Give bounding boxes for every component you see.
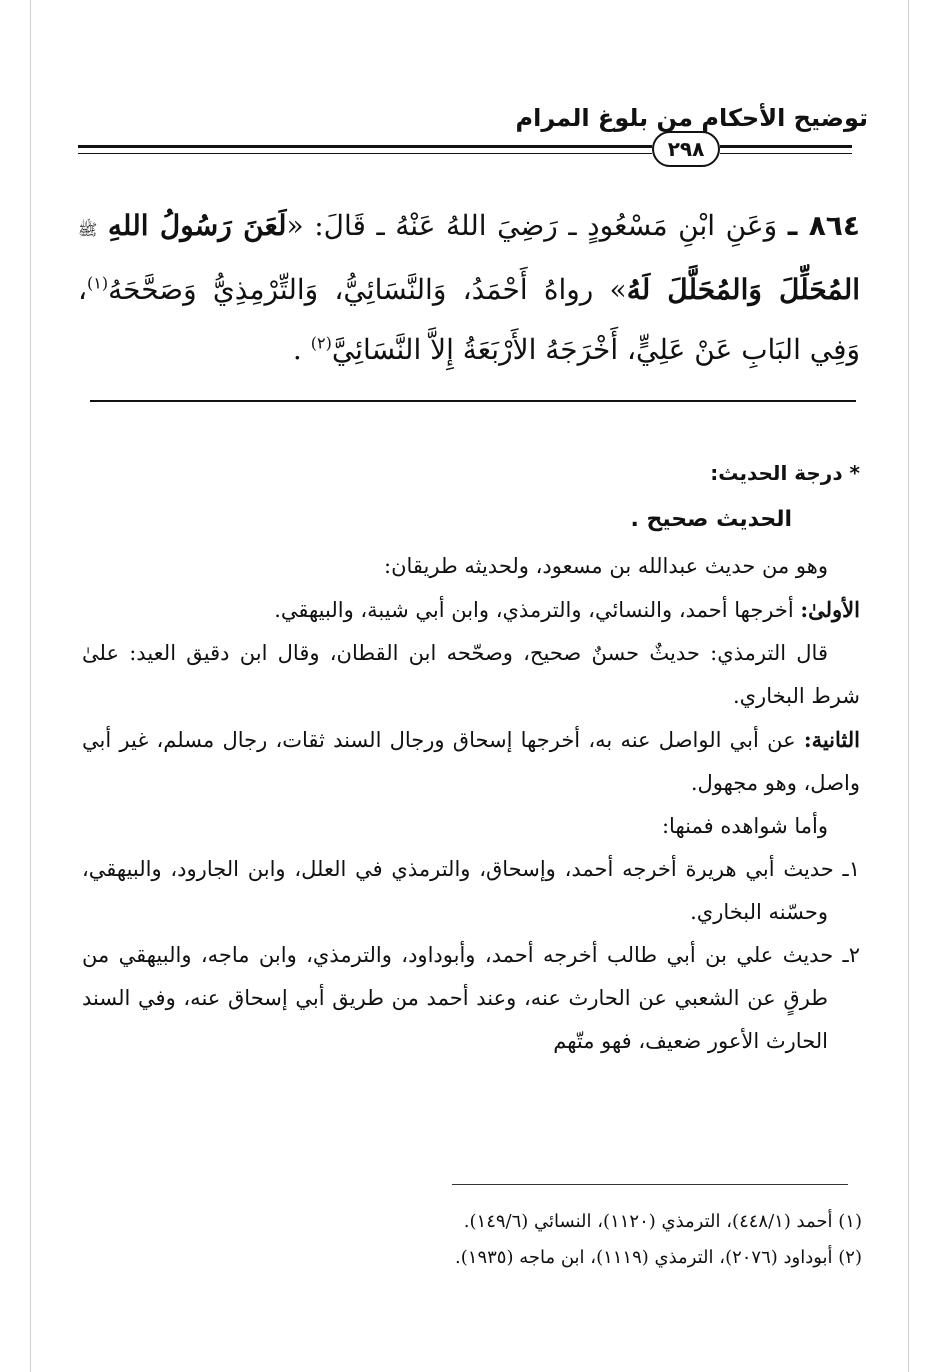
hadith-grade: الحديث صحيح . — [630, 507, 792, 532]
footnotes — [260, 1204, 862, 1276]
running-title: توضيح الأحكام من بلوغ المرام — [515, 104, 868, 132]
paths-intro: وهو من حديث عبدالله بن مسعود، ولحديثه طريقان: — [384, 554, 828, 578]
second-path-label: الثانية: — [803, 727, 860, 752]
hadith-end: . — [292, 333, 311, 366]
second-path — [82, 718, 860, 805]
first-path-label: الأولىٰ: — [800, 597, 860, 622]
commentary — [82, 452, 860, 1063]
page-number: ٢٩٨ — [652, 131, 720, 167]
footnote-1: (١) أحمد (٤٤٨/١)، الترمذي (١١٢٠)، النسائي (١٤٩/٦). — [463, 1211, 862, 1232]
tirmidhi-verdict: قال الترمذي: حديثٌ حسنٌ صحيح، وصحّحه ابن القطان، وقال ابن دقيق العيد: علىٰ شرط البخاري. — [82, 641, 860, 708]
hadith-text — [78, 196, 860, 380]
hadith-takhrij: » رواهُ أَحْمَدُ، وَالنَّسَائِيُّ، وَالتِّرْمِذِيُّ وَصَحَّحَهُ — [108, 273, 627, 306]
header-rule-right — [720, 145, 852, 154]
footnote-ref-1[interactable]: (١) — [87, 273, 109, 293]
section-divider — [90, 400, 856, 402]
section-heading: * درجة الحديث: — [710, 461, 860, 485]
page-edge-right — [908, 0, 909, 1372]
footnote-ref-2[interactable]: (٢) — [310, 333, 332, 353]
hadith-matn-start: لَعَنَ رَسُولُ اللهِ — [107, 209, 287, 242]
first-path-text: أخرجها أحمد، والنسائي، والترمذي، وابن أبي شيبة، والبيهقي. — [274, 598, 801, 622]
honorific-symbol: ﷺ — [78, 220, 98, 239]
footnote-2: (٢) أبوداود (٢٠٧٦)، الترمذي (١١١٩)، ابن ماجه (١٩٣٥). — [455, 1247, 862, 1268]
witness-item-2: ٢ـ حديث علي بن أبي طالب أخرجه أحمد، وأبوداود، والترمذي، وابن ماجه، والبيهقي من طرقٍ عن الشعبي عن الحارث عنه، وعند أحمد من طريق أبي إسحاق عنه، وفي السند الحارث الأعور ضعيف، فهو متّهم — [82, 943, 860, 1053]
page-edge-left — [30, 0, 31, 1372]
second-path-text: عن أبي الواصل عنه به، أخرجها إسحاق ورجال السند ثقات، رجال مسلم، غير أبي واصل، وهو مجهول. — [82, 728, 860, 795]
witnesses-intro: وأما شواهده فمنها: — [661, 814, 828, 838]
hadith-bab: ، وَفِي البَابِ عَنْ عَلِيٍّ، أَخْرَجَهُ الأَرْبَعَةُ إِلاَّ النَّسَائِيَّ — [78, 273, 860, 366]
witness-item-1: ١ـ حديث أبي هريرة أخرجه أحمد، وإسحاق، والترمذي في العلل، وابن الجارود، والبيهقي، وحسّنه البخاري. — [82, 857, 860, 924]
hadith-matn-end: المُحَلِّلَ وَالمُحَلَّلَ لَهُ — [626, 273, 860, 306]
header-rule-left — [78, 145, 652, 154]
footnote-rule — [452, 1184, 848, 1185]
first-path — [82, 588, 860, 632]
hadith-narration: وَعَنِ ابْنِ مَسْعُودٍ ـ رَضِيَ اللهُ عَنْهُ ـ قَالَ: « — [286, 209, 788, 242]
hadith-number: ٨٦٤ ـ — [787, 209, 860, 242]
